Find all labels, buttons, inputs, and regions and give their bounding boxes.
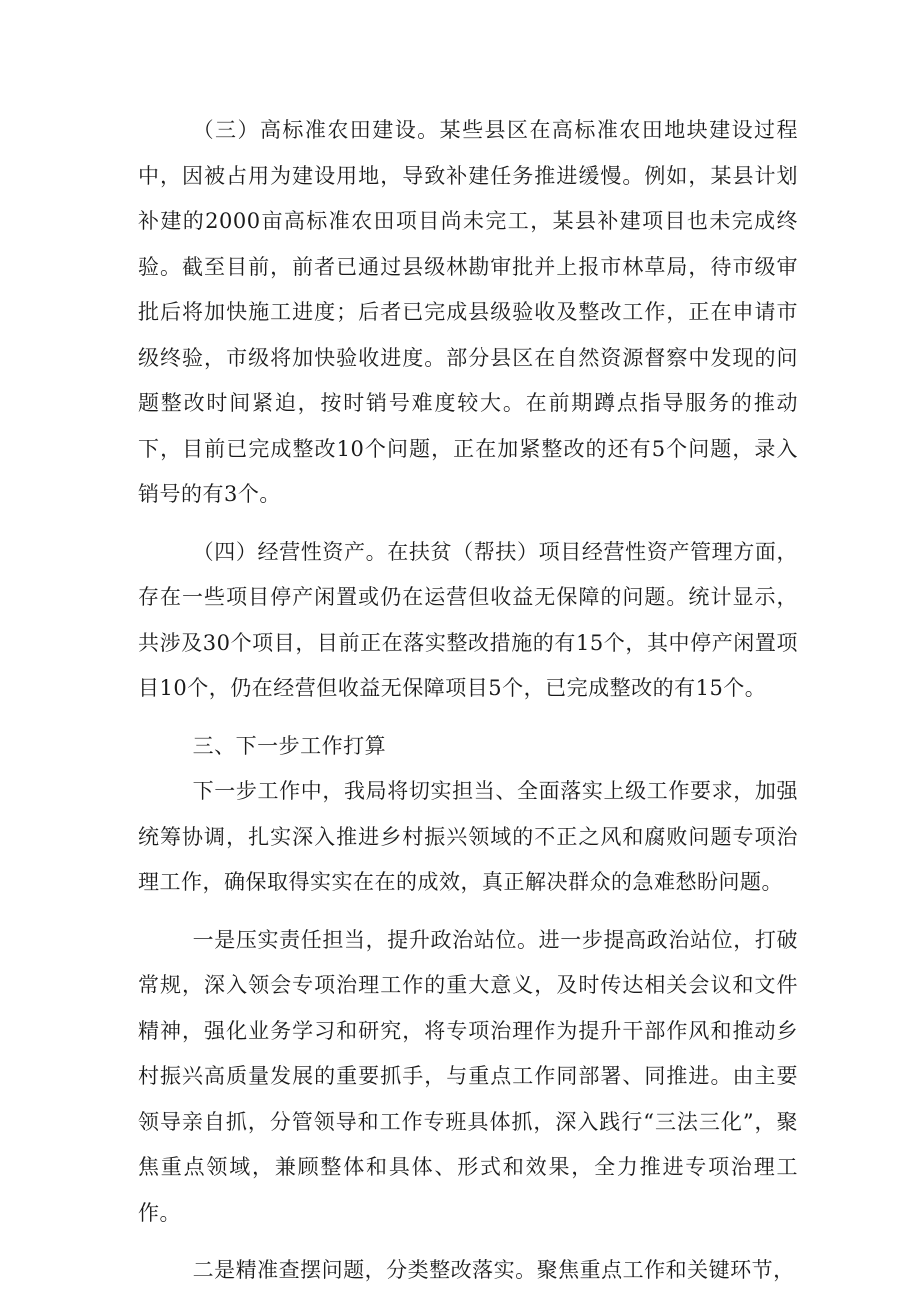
paragraph-problem-rectification: 二是精准查摆问题，分类整改落实。聚焦重点工作和关键环节， bbox=[192, 1258, 795, 1282]
section-heading-next-steps: 三、下一步工作打算 bbox=[192, 733, 387, 758]
paragraph-operating-assets: （四）经营性资产。在扶贫（帮扶）项目经营性资产管理方面，存在一些项目停产闲置或仍在运营但收益无保障的问题。统计显示，共涉及30个项目，目前正在落实整改措施的有15个，其中停产闲置项目10个，仍在经营但收益无保障项目5个，已完成整改的有15个。 bbox=[138, 539, 798, 700]
paragraph-next-steps-intro: 下一步工作中，我局将切实担当、全面落实上级工作要求，加强统筹协调，扎实深入推进乡村振兴领域的不正之风和腐败问题专项治理工作，确保取得实实在在的成效，真正解决群众的急难愁盼问题。 bbox=[138, 779, 798, 894]
paragraph-responsibility: 一是压实责任担当，提升政治站位。进一步提高政治站位，打破常规，深入领会专项治理工作的重大意义，及时传达相关会议和文件精神，强化业务学习和研究，将专项治理作为提升干部作风和推动乡村振兴高质量发展的重要抓手，与重点工作同部署、同推进。由主要领导亲自抓，分管领导和工作专班具体抓，深入践行“三法三化”，聚焦重点领域，兼顾整体和具体、形式和效果，全力推进专项治理工作。 bbox=[138, 927, 798, 1225]
paragraph-farmland: （三）高标准农田建设。某些县区在高标准农田地块建设过程中，因被占用为建设用地，导致补建任务推进缓慢。例如，某县计划补建的2000亩高标准农田项目尚未完工，某县补建项目也未完成终验。截至目前，前者已通过县级林勘审批并上报市林草局，待市级审批后将加快施工进度；后者已完成县级验收及整改工作，正在申请市级终验，市级将加快验收进度。部分县区在自然资源督察中发现的问题整改时间紧迫，按时销号难度较大。在前期蹲点指导服务的推动下，目前已完成整改10个问题，正在加紧整改的还有5个问题，录入销号的有3个。 bbox=[138, 118, 798, 506]
document-page bbox=[138, 108, 798, 1294]
